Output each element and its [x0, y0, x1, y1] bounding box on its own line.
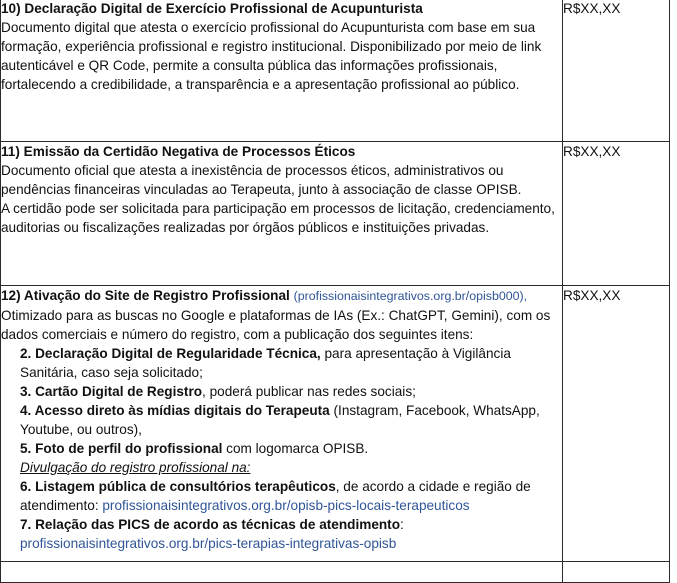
title-link[interactable]: (profissionaisintegrativos.org.br/opisb000),	[293, 289, 528, 303]
service-description-cell	[1, 286, 563, 562]
list-item: 5. Foto de perfil do profissional com logomarca OPISB.	[20, 441, 369, 456]
service-body: Documento oficial que atesta a inexistência de processos éticos, administrativos ou pendências financeiras vinculadas ao Terapeuta, junto à associação de classe OPISB.	[1, 163, 522, 197]
empty-cell	[1, 562, 563, 583]
list-item: 4. Acesso direto às mídias digitais do Terapeuta (Instagram, Facebook, WhatsApp, Youtube, ou outros),	[20, 403, 540, 437]
price-cell	[563, 142, 670, 286]
list-item: 7. Relação das PICS de acordo as técnicas de atendimento: profissionaisintegrativos.org.br/pics-terapias-integrativas-opisb	[20, 517, 404, 551]
table-row	[1, 286, 670, 562]
price-cell	[563, 0, 670, 142]
service-title: 10) Declaração Digital de Exercício Profissional de Acupunturista	[1, 1, 423, 16]
service-description-cell	[1, 0, 563, 142]
list-item: 6. Listagem pública de consultórios terapêuticos, de acordo a cidade e região de atendimento: profissionaisintegrativos.org.br/opisb-pics-locais-terapeuticos	[20, 479, 531, 513]
price-value: R$XX,XX	[563, 288, 621, 303]
list-item: 3. Cartão Digital de Registro, poderá publicar nas redes sociais;	[20, 384, 416, 399]
service-intro: Otimizado para as buscas no Google e plataformas de IAs (Ex.: ChatGPT, Gemini), com os dados comerciais e número do registro, com a publicação dos seguintes itens:	[1, 308, 551, 342]
empty-cell	[563, 562, 670, 583]
table-row	[1, 0, 670, 142]
table-row	[1, 562, 670, 583]
service-description-cell	[1, 142, 563, 286]
service-body: Documento digital que atesta o exercício profissional do Acupunturista com base em sua formação, experiência profissional e registro institucional. Disponibilizado por meio de link autenticável e QR Code, permite a consulta pública das informações profissionais, fortalecendo a credibilidade, a transparência e a apresentação profissional ao público.	[1, 20, 542, 92]
service-title: 11) Emissão da Certidão Negativa de Processos Éticos	[1, 144, 356, 159]
price-value: R$XX,XX	[563, 1, 621, 16]
pics-link[interactable]: profissionaisintegrativos.org.br/pics-terapias-integrativas-opisb	[20, 536, 397, 551]
list-item: 2. Declaração Digital de Regularidade Técnica, para apresentação à Vigilância Sanitária, caso seja solicitado;	[20, 346, 511, 380]
price-cell	[563, 286, 670, 562]
price-value: R$XX,XX	[563, 144, 621, 159]
service-body-secondary: A certidão pode ser solicitada para participação em processos de licitação, credenciamento, auditorias ou fiscalizações realizadas por órgãos públicos e instituições privadas.	[1, 201, 555, 235]
table-row	[1, 142, 670, 286]
listing-link[interactable]: profissionaisintegrativos.org.br/opisb-pics-locais-terapeuticos	[102, 498, 470, 513]
included-items-list	[1, 344, 562, 458]
service-title: 12) Ativação do Site de Registro Profissional	[1, 288, 290, 303]
subheading: Divulgação do registro profissional na:	[20, 460, 251, 475]
